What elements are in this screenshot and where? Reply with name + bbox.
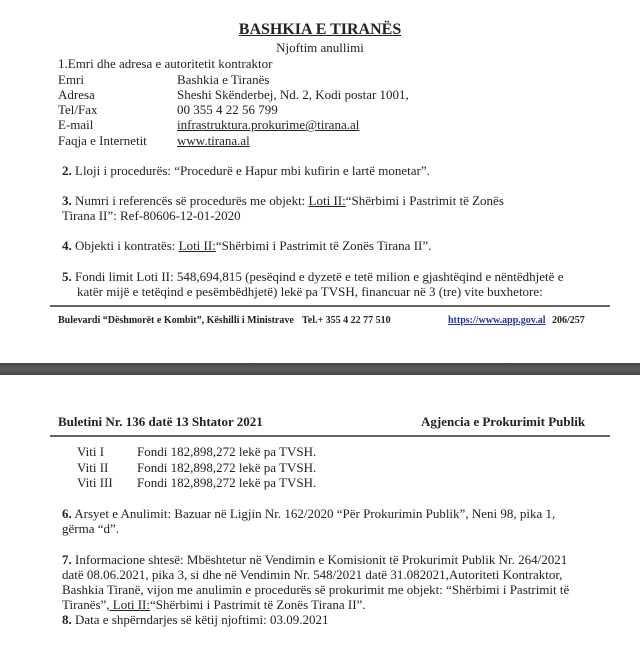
item-7-line4: Tiranës”, Loti II:“Shërbimi i Pastrimit të Zonës Tirana II”.: [62, 597, 366, 612]
item-6: 6. Arsyet e Anulimit: Bazuar në Ligjin Nr. 162/2020 “Për Prokurimin Publik”, Neni 98, pika 1,: [62, 506, 556, 521]
footer-page-number: 206/257: [552, 315, 585, 326]
footer-address: Bulevardi “Dëshmorët e Kombit”, Këshilli i Ministrave: [58, 315, 294, 326]
item-3-line2: Tirana II”: Ref-80606-12-01-2020: [62, 208, 241, 223]
year-label: Viti II: [77, 460, 109, 475]
item-7: 7. Informacione shtesë: Mbështetur në Vendimin e Komisionit të Prokurimit Publik Nr. 264/2021: [62, 552, 568, 567]
website-link[interactable]: www.tirana.al: [177, 133, 250, 148]
contact-label: Adresa: [58, 87, 95, 102]
item-7-line2: datë 08.06.2021, pika 3, si dhe në Vendimin Nr. 548/2021 datë 31.082021,Autoriteti Kontraktor,: [62, 567, 563, 582]
item-6-line2: gërma “d”.: [62, 521, 120, 536]
bulletin-header: Buletini Nr. 136 datë 13 Shtator 2021: [58, 414, 263, 429]
footer-tel: Tel.+ 355 4 22 77 510: [302, 315, 391, 326]
email-link[interactable]: infrastruktura.prokurime@tirana.al: [177, 117, 360, 132]
document-subtitle: Njoftim anullimi: [276, 40, 364, 55]
item-7-line3: Bashkia Tiranë, vijon me anulimin e procedurës së prokurimit me objekt: “Shërbimi i Pastrimit të: [62, 582, 570, 597]
year-label: Viti III: [77, 475, 113, 490]
year-label: Viti I: [77, 444, 105, 459]
year-fund: Fondi 182,898,272 lekë pa TVSH.: [137, 475, 317, 490]
agency-header: Agjencia e Prokurimit Publik: [421, 414, 586, 429]
item-5: 5. Fondi limit Loti II: 548,694,815 (pesëqind e dyzetë e tetë milion e gjashtëqind e nëntëdhjetë e: [62, 269, 564, 284]
item-3: 3. Numri i referencës së procedurës me objekt: Loti II:“Shërbimi i Pastrimit të Zonës: [62, 193, 504, 208]
year-fund: Fondi 182,898,272 lekë pa TVSH.: [137, 460, 317, 475]
page-separator: [0, 363, 640, 375]
year-fund: Fondi 182,898,272 lekë pa TVSH.: [137, 444, 317, 459]
contact-label: Emri: [58, 72, 84, 87]
item-8: 8. Data e shpërndarjes së këtij njoftimi: 03.09.2021: [62, 612, 329, 627]
item-2: 2. Lloji i procedurës: “Procedurë e Hapur mbi kufirin e lartë monetar”.: [62, 163, 430, 178]
contact-label: E-mail: [58, 117, 94, 132]
header-divider: [50, 435, 610, 437]
contact-label: Tel/Fax: [58, 102, 98, 117]
contact-value: 00 355 4 22 56 799: [177, 102, 278, 117]
item-4: 4. Objekti i kontratës: Loti II:“Shërbimi i Pastrimit të Zonës Tirana II”.: [62, 238, 432, 253]
document-title: BASHKIA E TIRANËS: [238, 21, 402, 38]
footer-url-link[interactable]: https://www.app.gov.al: [448, 315, 546, 326]
section-1-heading: 1.Emri dhe adresa e autoritetit kontraktor: [58, 56, 273, 71]
contact-value: Sheshi Skënderbej, Nd. 2, Kodi postar 1001,: [177, 87, 409, 102]
item-5-line2: katër mijë e tetëqind e pesëmbëdhjetë) lekë pa TVSH, financuar në 3 (tre) vite buxhetore:: [77, 284, 543, 299]
contact-label: Faqja e Internetit: [58, 133, 147, 148]
contact-value: Bashkia e Tiranës: [177, 72, 270, 87]
footer-divider: [50, 305, 610, 307]
